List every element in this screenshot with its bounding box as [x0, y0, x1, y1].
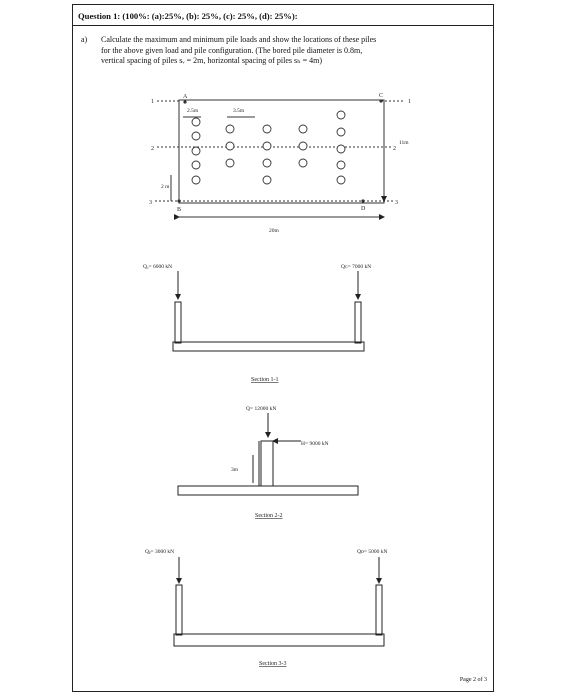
dim-20m-label: 20m [269, 228, 279, 234]
point-c-marker [379, 99, 382, 102]
pile-cap-section-2 [178, 486, 358, 495]
pile [192, 147, 200, 155]
pile [299, 142, 307, 150]
question-title: Question 1: (100%: (a):25%, (b): 25%, (c): 25%, (d): 25%): [78, 11, 298, 21]
section-2-title: Section 2-2 [255, 513, 283, 519]
qc-load-label: Qᴄ= 7000 kN [341, 264, 372, 270]
pile [337, 176, 345, 184]
h-load-label: H= 9000 kN [301, 441, 329, 447]
qb-load-label: Qᵦ= 3000 kN [145, 549, 175, 555]
pile [226, 125, 234, 133]
pile-plan-view [155, 100, 405, 217]
label-1-left: 1 [151, 99, 154, 105]
q-load-label: Q= 12000 kN [246, 406, 277, 412]
point-c-label: C [379, 93, 384, 99]
section-1-1-drawing [173, 271, 364, 351]
dim-3m-label: 3m [231, 467, 239, 473]
column-left [175, 302, 181, 343]
column-center [261, 441, 273, 486]
pile [192, 118, 200, 126]
pile-cap-section-3 [174, 634, 384, 646]
part-a-label: a) [81, 35, 88, 44]
part-a-line3: vertical spacing of piles sᵥ = 2m, horizontal spacing of piles sₕ = 4m) [101, 56, 323, 65]
pile [299, 159, 307, 167]
part-a-line2: for the above given load and pile configuration. (The bored pile diameter is 0.8m, [101, 45, 363, 55]
page-number: Page 2 of 3 [459, 677, 487, 683]
point-d-label: D [361, 206, 366, 212]
column-left-3 [176, 585, 182, 635]
pile-cap-outline [179, 100, 384, 203]
label-3-right: 3 [395, 200, 398, 206]
point-b-label: B [177, 207, 182, 213]
pile [226, 159, 234, 167]
section-2-2-drawing [178, 413, 358, 495]
qa-load-label: Qₐ= 6000 kN [143, 264, 173, 270]
pile [337, 111, 345, 119]
label-2-right: 2 [393, 146, 396, 152]
pile [299, 125, 307, 133]
dim-2m-label: 2 m [161, 184, 170, 190]
pile [337, 161, 345, 169]
section-3-title: Section 3-3 [259, 661, 287, 667]
load-points [177, 99, 382, 202]
pile [263, 176, 271, 184]
dim-11m-label: 11m [399, 140, 409, 146]
plan-labels [149, 93, 411, 234]
pile [192, 161, 200, 169]
section-3-3-drawing [174, 557, 384, 646]
column-right [355, 302, 361, 343]
dim-2-5m-label: 2.5m [187, 108, 199, 114]
pile [337, 145, 345, 153]
point-a-marker [183, 100, 186, 103]
pile [263, 125, 271, 133]
part-a-line1: Calculate the maximum and minimum pile loads and show the locations of these piles [101, 35, 377, 44]
drawings [73, 5, 495, 693]
point-d-marker [361, 199, 364, 202]
pile [192, 176, 200, 184]
qd-load-label: Qᴅ= 5000 kN [357, 549, 388, 555]
pile-cap-section-1 [173, 342, 364, 351]
pile [263, 159, 271, 167]
label-1-right: 1 [408, 99, 411, 105]
label-3-left: 3 [149, 200, 152, 206]
question-page [72, 4, 494, 692]
pile [337, 128, 345, 136]
pile [226, 142, 234, 150]
label-2-left: 2 [151, 146, 154, 152]
dim-3-5m-label: 3.5m [233, 108, 245, 114]
point-a-label: A [183, 94, 188, 100]
pile [192, 132, 200, 140]
column-right-3 [376, 585, 382, 635]
point-b-marker [177, 199, 180, 202]
section-1-title: Section 1-1 [251, 377, 279, 383]
pile [263, 142, 271, 150]
